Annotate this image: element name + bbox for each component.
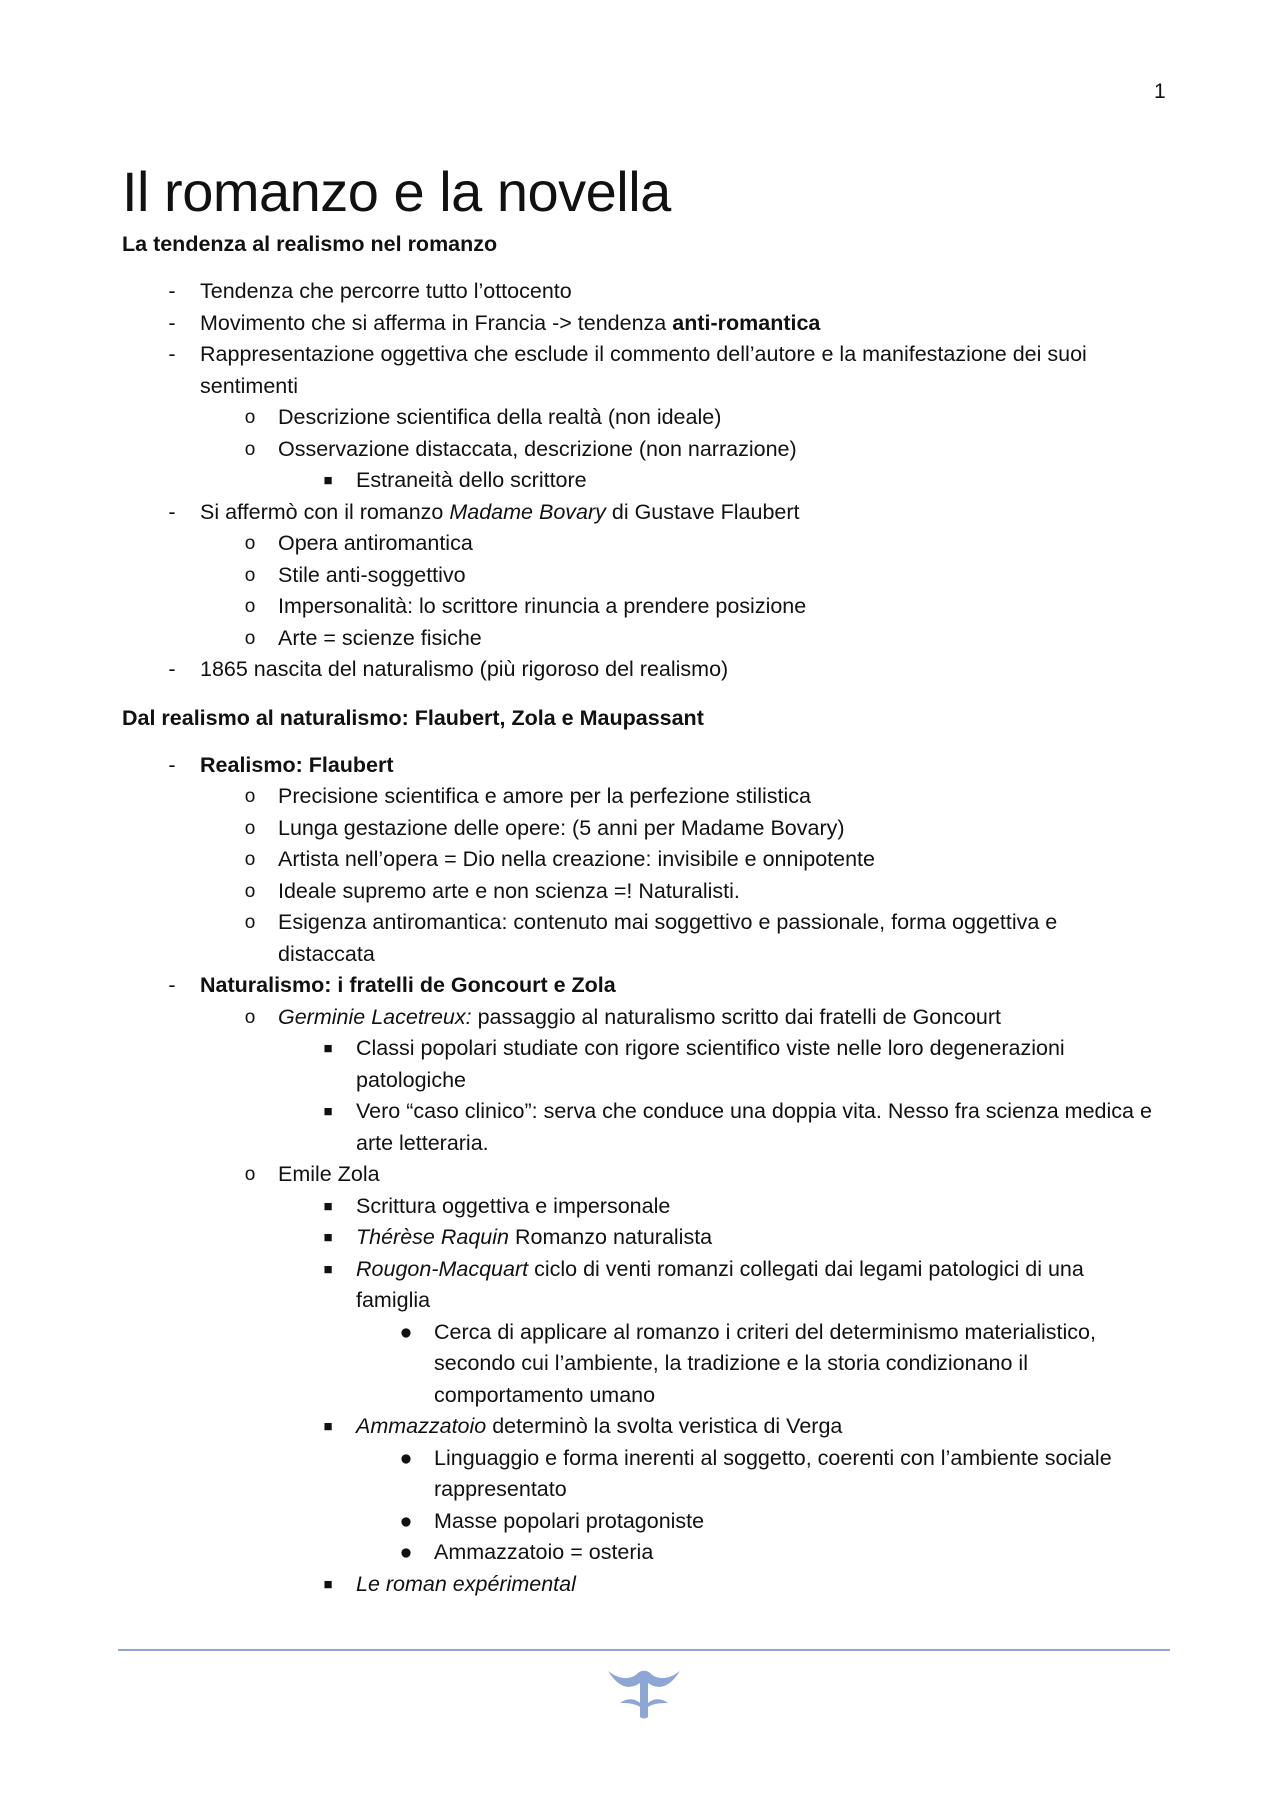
dash-marker: - (168, 342, 176, 366)
dash-marker: - (168, 279, 176, 303)
circle-marker: o (244, 564, 256, 586)
list-item: o Arte = scienze fisiche (122, 623, 1172, 655)
list-item: o Artista nell’opera = Dio nella creazione: invisibile e onnipotente (122, 844, 1172, 876)
list-item: ■ Ammazzatoio determinò la svolta veristica di Verga (122, 1411, 1172, 1443)
list-item: o Osservazione distaccata, descrizione (non narrazione) (122, 434, 1172, 466)
list-item: - Movimento che si afferma in Francia -> tendenza anti-romantica (122, 308, 1172, 340)
circle-marker: o (244, 407, 256, 428)
list-item: ■ Rougon-Macquart ciclo di venti romanzi collegati dai legami patologici di una (122, 1254, 1172, 1286)
circle-marker: o (244, 849, 256, 870)
dash-marker: - (168, 657, 176, 681)
list-item: ● Masse popolari protagoniste (122, 1506, 1172, 1538)
page-title: Il romanzo e la novella (122, 160, 671, 223)
bullet-marker: ● (399, 1540, 413, 1564)
list-item-continuation: distaccata (278, 941, 375, 966)
list-item: - Naturalismo: i fratelli de Goncourt e Zola (122, 970, 1172, 1002)
list-item: ■ Le roman expérimental (122, 1569, 1172, 1601)
dash-marker: - (168, 973, 176, 997)
section-heading-naturalismo: Dal realismo al naturalismo: Flaubert, Zola e Maupassant (122, 705, 704, 730)
circle-marker: o (244, 533, 256, 554)
list-item: o Esigenza antiromantica: contenuto mai soggettivo e passionale, forma oggettiva e (122, 907, 1172, 939)
list-item: o Impersonalità: lo scrittore rinuncia a prendere posizione (122, 591, 1172, 623)
footer-divider (118, 1649, 1170, 1651)
document-body (122, 228, 1172, 1600)
square-marker: ■ (323, 1575, 333, 1593)
bullet-marker: ● (399, 1319, 413, 1344)
list-item: o Opera antiromantica (122, 528, 1172, 560)
list-item: o Lunga gestazione delle opere: (5 anni per Madame Bovary) (122, 813, 1172, 845)
list-item-continuation: comportamento umano (434, 1382, 656, 1407)
list-item: - Realismo: Flaubert (122, 750, 1172, 782)
circle-marker: o (244, 438, 256, 460)
list-item-continuation: arte letteraria. (356, 1130, 489, 1155)
circle-marker: o (244, 1006, 256, 1028)
list-item: o Stile anti-soggettivo (122, 560, 1172, 592)
list-item-continuation: rappresentato (434, 1477, 567, 1501)
circle-marker: o (244, 817, 256, 839)
list-item: - Tendenza che percorre tutto l’ottocento (122, 276, 1172, 308)
list-item: o Germinie Lacetreux: passaggio al naturalismo scritto dai fratelli de Goncourt (122, 1002, 1172, 1034)
square-marker: ■ (323, 472, 333, 489)
bullet-marker: ● (399, 1508, 413, 1533)
list-item: ■ Scrittura oggettiva e impersonale (122, 1191, 1172, 1223)
square-marker: ■ (323, 1040, 333, 1057)
circle-marker: o (244, 627, 256, 649)
circle-marker: o (244, 596, 256, 617)
dash-marker: - (168, 310, 176, 335)
square-marker: ■ (323, 1197, 333, 1215)
section-heading-realismo: La tendenza al realismo nel romanzo (122, 232, 498, 256)
square-marker: ■ (323, 1418, 333, 1435)
list-item: o Emile Zola (122, 1159, 1172, 1191)
list-item: ■ Classi popolari studiate con rigore scientifico viste nelle loro degenerazioni (122, 1033, 1172, 1065)
list-item: o Descrizione scientifica della realtà (non ideale) (122, 402, 1172, 434)
flourish-icon (604, 1663, 684, 1721)
page-number: 1 (1154, 80, 1166, 103)
list-item-continuation: secondo cui l’ambiente, la tradizione e la storia condizionano il (434, 1351, 1028, 1375)
list-item: o Ideale supremo arte e non scienza =! Naturalisti. (122, 876, 1172, 908)
list-item: o Precisione scientifica e amore per la perfezione stilistica (122, 781, 1172, 813)
list-item-continuation: patologiche (356, 1067, 466, 1092)
square-marker: ■ (323, 1103, 333, 1120)
list-item: - 1865 nascita del naturalismo (più rigoroso del realismo) (122, 654, 1172, 686)
list-item: ● Ammazzatoio = osteria (122, 1537, 1172, 1569)
circle-marker: o (244, 1164, 256, 1185)
list-item-continuation: famiglia (356, 1288, 431, 1312)
list-item: ■ Vero “caso clinico”: serva che conduce una doppia vita. Nesso fra scienza medica e (122, 1096, 1172, 1128)
dash-marker: - (168, 752, 176, 777)
bullet-marker: ● (399, 1445, 413, 1470)
list-item: - Rappresentazione oggettiva che esclude il commento dell’autore e la manifestazione dei suoi (122, 339, 1172, 371)
list-item: ● Cerca di applicare al romanzo i criteri del determinismo materialistico, (122, 1317, 1172, 1349)
list-item: ■ Thérèse Raquin Romanzo naturalista (122, 1222, 1172, 1254)
square-marker: ■ (323, 1229, 333, 1246)
list-item: - Si affermò con il romanzo Madame Bovary di Gustave Flaubert (122, 497, 1172, 529)
circle-marker: o (244, 880, 256, 902)
list-item: ● Linguaggio e forma inerenti al soggetto, coerenti con l’ambiente sociale (122, 1443, 1172, 1475)
square-marker: ■ (323, 1260, 333, 1278)
list-item-continuation: sentimenti (200, 373, 298, 398)
list-item: ■ Estraneità dello scrittore (122, 465, 1172, 497)
circle-marker: o (244, 912, 256, 933)
circle-marker: o (244, 786, 256, 807)
dash-marker: - (168, 499, 176, 524)
